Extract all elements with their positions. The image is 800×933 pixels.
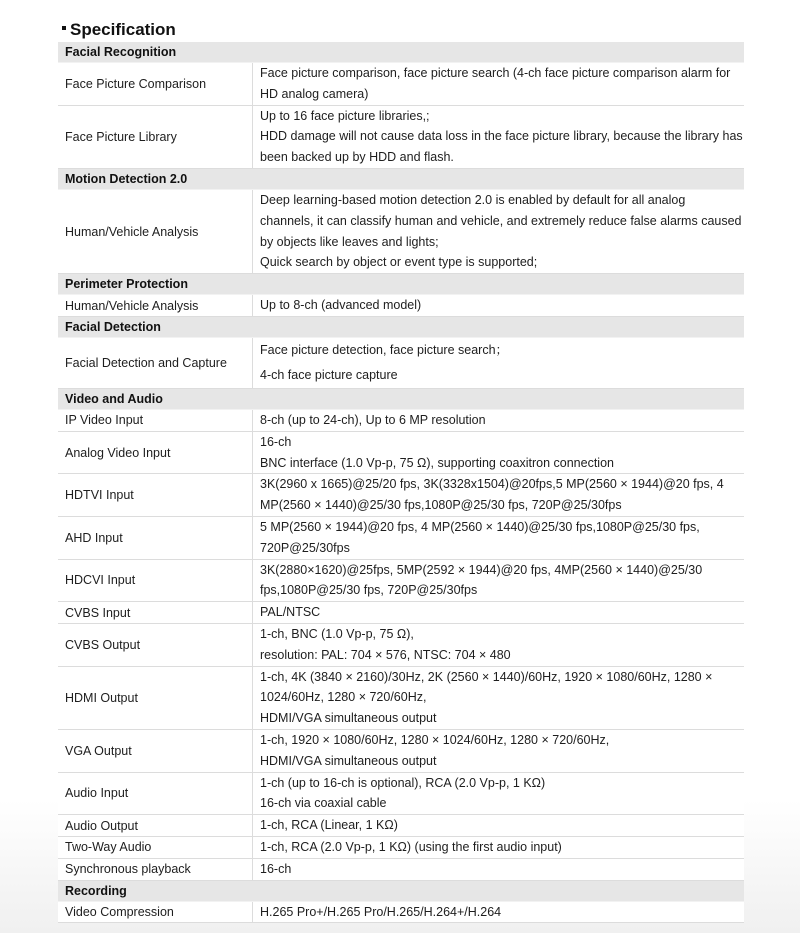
table-row bbox=[58, 837, 744, 859]
row-value bbox=[253, 730, 744, 772]
row-value bbox=[253, 432, 744, 474]
row-value bbox=[253, 667, 744, 729]
bullet-icon bbox=[62, 26, 66, 30]
table-row bbox=[58, 474, 744, 517]
row-label: Facial Detection and Capture bbox=[58, 338, 253, 388]
row-value bbox=[253, 560, 744, 602]
table-row bbox=[58, 602, 744, 624]
section-header: Video and Audio bbox=[58, 389, 744, 410]
value-line: MP(2560 × 1440)@25/30 fps,1080P@25/30 fps, 720P@25/30fps bbox=[260, 498, 622, 513]
row-value bbox=[253, 837, 744, 858]
value-line: channels, it can classify human and vehicle, and extremely reduce false alarms caused bbox=[260, 213, 742, 228]
value-line: Face picture detection, face picture search； bbox=[260, 342, 509, 357]
row-value bbox=[253, 624, 744, 666]
value-line: BNC interface (1.0 Vp-p, 75 Ω), supporting coaxitron connection bbox=[260, 455, 614, 470]
row-label: Human/Vehicle Analysis bbox=[58, 295, 253, 316]
value-line: 1024/60Hz, 1280 × 720/60Hz, bbox=[260, 690, 427, 705]
row-value bbox=[253, 295, 744, 316]
value-line: 3K(2880×1620)@25fps, 5MP(2592 × 1944)@20 fps, 4MP(2560 × 1440)@25/30 bbox=[260, 562, 703, 577]
value-line: been backed up by HDD and flash. bbox=[260, 150, 454, 165]
value-line: Up to 8-ch (advanced model) bbox=[260, 298, 422, 313]
section-header: Recording bbox=[58, 881, 744, 902]
value-line: 4-ch face picture capture bbox=[260, 367, 398, 382]
table-row bbox=[58, 338, 744, 389]
section-header: Facial Recognition bbox=[58, 42, 744, 63]
row-label: AHD Input bbox=[58, 517, 253, 559]
row-label: Human/Vehicle Analysis bbox=[58, 190, 253, 273]
value-line: 16-ch via coaxial cable bbox=[260, 796, 387, 811]
value-line: 16-ch bbox=[260, 861, 292, 876]
table-row bbox=[58, 295, 744, 317]
table-row bbox=[58, 410, 744, 432]
row-value bbox=[253, 106, 744, 168]
table-row bbox=[58, 815, 744, 837]
value-line: 8-ch (up to 24-ch), Up to 6 MP resolution bbox=[260, 412, 486, 427]
table-row bbox=[58, 106, 744, 169]
section-header: Facial Detection bbox=[58, 317, 744, 338]
row-label: VGA Output bbox=[58, 730, 253, 772]
value-line: 1-ch, 1920 × 1080/60Hz, 1280 × 1024/60Hz, 1280 × 720/60Hz, bbox=[260, 732, 610, 747]
row-label: HDTVI Input bbox=[58, 474, 253, 516]
section-header: Perimeter Protection bbox=[58, 274, 744, 295]
page-title bbox=[62, 19, 176, 41]
spec-table bbox=[58, 42, 744, 923]
row-value bbox=[253, 410, 744, 431]
row-label: Audio Output bbox=[58, 815, 253, 836]
value-line: 16-ch bbox=[260, 434, 292, 449]
value-line: 1-ch, RCA (Linear, 1 KΩ) bbox=[260, 818, 398, 833]
row-value bbox=[253, 517, 744, 559]
row-label: CVBS Output bbox=[58, 624, 253, 666]
row-value bbox=[253, 859, 744, 880]
section-header: Motion Detection 2.0 bbox=[58, 169, 744, 190]
table-row bbox=[58, 859, 744, 881]
row-value bbox=[253, 902, 744, 923]
value-line: 720P@25/30fps bbox=[260, 540, 350, 555]
value-line: 5 MP(2560 × 1944)@20 fps, 4 MP(2560 × 1440)@25/30 fps,1080P@25/30 fps, bbox=[260, 519, 700, 534]
row-label: Audio Input bbox=[58, 773, 253, 815]
row-value bbox=[253, 773, 744, 815]
value-line: HDMI/VGA simultaneous output bbox=[260, 753, 437, 768]
value-line: Up to 16 face picture libraries,; bbox=[260, 108, 430, 123]
table-row bbox=[58, 63, 744, 106]
row-label: CVBS Input bbox=[58, 602, 253, 623]
row-label: Face Picture Comparison bbox=[58, 63, 253, 105]
row-label: Video Compression bbox=[58, 902, 253, 923]
value-line: 1-ch, RCA (2.0 Vp-p, 1 KΩ) (using the first audio input) bbox=[260, 839, 562, 854]
table-row bbox=[58, 190, 744, 274]
row-label: Analog Video Input bbox=[58, 432, 253, 474]
table-row bbox=[58, 730, 744, 773]
value-line: Quick search by object or event type is supported; bbox=[260, 255, 538, 270]
value-line: 3K(2960 x 1665)@25/20 fps, 3K(3328x1504)@20fps,5 MP(2560 × 1944)@20 fps, 4 bbox=[260, 477, 724, 492]
row-label: HDCVI Input bbox=[58, 560, 253, 602]
value-line: Face picture comparison, face picture search (4-ch face picture comparison alarm for bbox=[260, 66, 731, 80]
value-line: Deep learning-based motion detection 2.0 is enabled by default for all analog bbox=[260, 192, 686, 207]
row-value bbox=[253, 190, 744, 273]
value-line: 1-ch, BNC (1.0 Vp-p, 75 Ω), bbox=[260, 626, 414, 641]
row-value bbox=[253, 338, 744, 388]
row-label: Two-Way Audio bbox=[58, 837, 253, 858]
value-line: PAL/NTSC bbox=[260, 605, 321, 620]
value-line: 1-ch (up to 16-ch is optional), RCA (2.0 Vp-p, 1 KΩ) bbox=[260, 775, 546, 790]
table-row bbox=[58, 560, 744, 603]
value-line: H.265 Pro+/H.265 Pro/H.265/H.264+/H.264 bbox=[260, 904, 502, 919]
table-row bbox=[58, 902, 744, 924]
row-label: HDMI Output bbox=[58, 667, 253, 729]
row-label: Face Picture Library bbox=[58, 106, 253, 168]
table-row bbox=[58, 667, 744, 730]
row-value bbox=[253, 474, 744, 516]
value-line: by objects like leaves and lights; bbox=[260, 234, 439, 249]
table-row bbox=[58, 432, 744, 475]
table-row bbox=[58, 624, 744, 667]
page-title-text: Specification bbox=[70, 20, 176, 39]
table-row bbox=[58, 517, 744, 560]
value-line: resolution: PAL: 704 × 576, NTSC: 704 × 480 bbox=[260, 647, 511, 662]
value-line: HDD damage will not cause data loss in the face picture library, because the library has bbox=[260, 129, 743, 144]
row-value bbox=[253, 63, 744, 105]
value-line: fps,1080P@25/30 fps, 720P@25/30fps bbox=[260, 583, 478, 598]
value-line: 1-ch, 4K (3840 × 2160)/30Hz, 2K (2560 × 1440)/60Hz, 1920 × 1080/60Hz, 1280 × bbox=[260, 669, 713, 684]
row-value bbox=[253, 815, 744, 836]
value-line: HD analog camera) bbox=[260, 86, 369, 101]
table-row bbox=[58, 773, 744, 816]
row-label: Synchronous playback bbox=[58, 859, 253, 880]
value-line: HDMI/VGA simultaneous output bbox=[260, 711, 437, 726]
row-value bbox=[253, 602, 744, 623]
row-label: IP Video Input bbox=[58, 410, 253, 431]
